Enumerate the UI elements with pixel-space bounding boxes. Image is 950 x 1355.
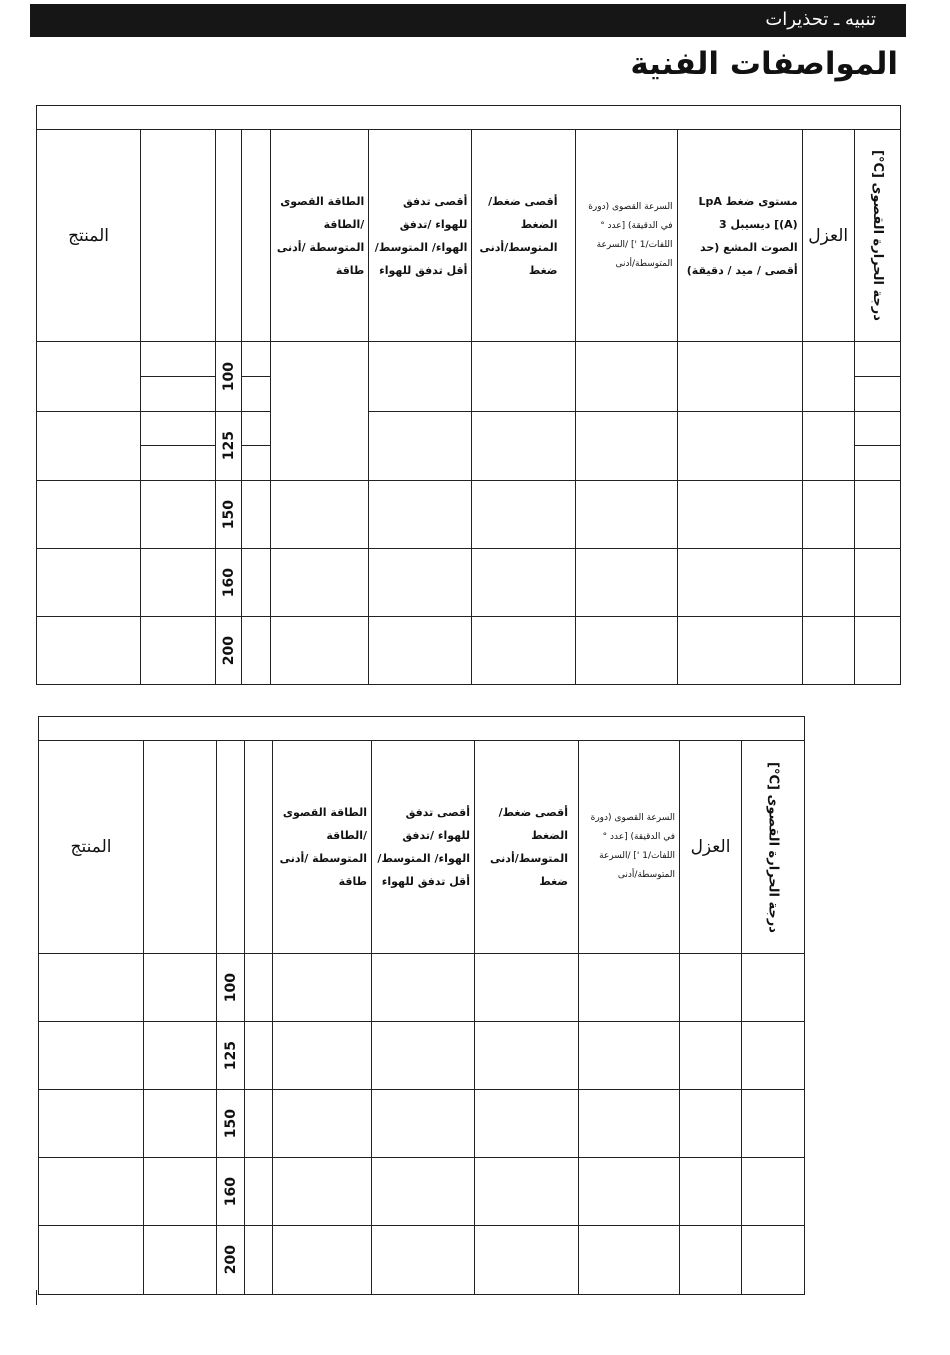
- table-cell: [372, 1022, 475, 1090]
- table-cell: [37, 412, 141, 480]
- table-cell: [576, 616, 677, 684]
- table-cell: [854, 548, 900, 616]
- table-cell: [802, 548, 854, 616]
- table-cell: [39, 1090, 144, 1158]
- size-200: 200: [216, 616, 242, 684]
- header-speed: السرعة القصوى (دورة في الدقيقة) [عدد ° اللفات/1 '] /السرعة المتوسطة/أدنى: [576, 130, 677, 342]
- header-model: [144, 741, 217, 954]
- table-cell: [576, 480, 677, 548]
- table-cell: [854, 445, 900, 480]
- table-cell: [141, 377, 216, 412]
- table-cell: [369, 616, 472, 684]
- table-cell: [576, 412, 677, 480]
- table-cell: [576, 548, 677, 616]
- table-cell: [680, 1158, 742, 1226]
- table-cell: [472, 480, 576, 548]
- table-cell: [141, 548, 216, 616]
- header-size: [217, 741, 245, 954]
- table-cell: [742, 1022, 805, 1090]
- header-temperature: [°C] درجة الحرارة القصوى: [854, 130, 900, 342]
- table-caption-row: [39, 717, 805, 741]
- size-150: 150: [217, 1090, 245, 1158]
- table-cell: [475, 1022, 579, 1090]
- table-cell: [680, 1090, 742, 1158]
- table-cell: [245, 1090, 273, 1158]
- header-product: المنتج: [37, 130, 141, 342]
- table-cell: [854, 342, 900, 377]
- size-100: 100: [217, 954, 245, 1022]
- header-temperature: [°C] درجة الحرارة القصوى: [742, 741, 805, 954]
- table-cell: [742, 1090, 805, 1158]
- size-160: 160: [217, 1158, 245, 1226]
- header-size: [216, 130, 242, 342]
- table-cell: [37, 480, 141, 548]
- table-cell: [242, 412, 271, 445]
- table-cell: [372, 1158, 475, 1226]
- table-cell: [141, 445, 216, 480]
- table-cell: [472, 616, 576, 684]
- table-cell: [854, 412, 900, 445]
- size-125: 125: [217, 1022, 245, 1090]
- specs-table-1: [36, 105, 901, 685]
- table-cell: [144, 1090, 217, 1158]
- table-cell: [273, 1226, 372, 1295]
- table-cell: [680, 954, 742, 1022]
- table-cell: [369, 342, 472, 412]
- table-cell: [802, 412, 854, 480]
- table-cell: [369, 548, 472, 616]
- table-cell: [680, 1022, 742, 1090]
- table-cell: [369, 412, 472, 480]
- table-cell: [245, 1158, 273, 1226]
- table-cell: [144, 954, 217, 1022]
- table-cell: [475, 1226, 579, 1295]
- size-150: 150: [216, 480, 242, 548]
- header-blank: [245, 741, 273, 954]
- header-pressure: أقصى ضغط/الضغط المتوسط/أدنى ضغط: [472, 130, 576, 342]
- table-cell: [576, 342, 677, 412]
- table-cell: [39, 1158, 144, 1226]
- table-cell: [39, 1022, 144, 1090]
- table-cell: [141, 480, 216, 548]
- table-cell: [579, 1226, 680, 1295]
- header-speed: السرعة القصوى (دورة في الدقيقة) [عدد ° اللفات/1 '] /السرعة المتوسطة/أدنى: [579, 741, 680, 954]
- size-125: 125: [216, 412, 242, 480]
- table-cell: [742, 1158, 805, 1226]
- table-cell: [245, 1226, 273, 1295]
- table-cell: [372, 954, 475, 1022]
- table-cell: [141, 616, 216, 684]
- table-cell: [144, 1226, 217, 1295]
- table-cell: [242, 616, 271, 684]
- table-cell: [242, 548, 271, 616]
- section-label: تنبيه ـ تحذيرات: [765, 9, 876, 30]
- table-edge-line: [36, 1290, 37, 1305]
- section-header-bar: [30, 4, 906, 37]
- table-cell: [144, 1158, 217, 1226]
- header-insulation: العزل: [802, 130, 854, 342]
- table-cell: [802, 342, 854, 412]
- table-cell: [475, 1090, 579, 1158]
- table-cell: [579, 1090, 680, 1158]
- table-cell: [273, 1158, 372, 1226]
- size-200: 200: [217, 1226, 245, 1295]
- table-cell: [677, 412, 802, 480]
- table-cell: [369, 480, 472, 548]
- table-cell: [271, 616, 369, 684]
- header-pressure: أقصى ضغط/الضغط المتوسط/أدنى ضغط: [475, 741, 579, 954]
- table-cell: [742, 1226, 805, 1295]
- table-cell: [273, 1090, 372, 1158]
- header-product: المنتج: [39, 741, 144, 954]
- table-cell: [677, 548, 802, 616]
- table-cell: [37, 342, 141, 412]
- header-airflow: أقصى تدفق للهواء /تدفق الهواء/ المتوسط/أقل تدفق للهواء: [372, 741, 475, 954]
- size-160: 160: [216, 548, 242, 616]
- table-cell: [242, 480, 271, 548]
- table-cell: [245, 1022, 273, 1090]
- table-caption-row: [37, 106, 901, 130]
- table-cell: [854, 616, 900, 684]
- table-cell: [39, 954, 144, 1022]
- table-cell: [854, 377, 900, 412]
- table-cell: [475, 1158, 579, 1226]
- table-cell: [245, 954, 273, 1022]
- table-cell: [677, 616, 802, 684]
- header-power: الطاقة القصوى /الطاقة المتوسطة /أدنى طاقة: [271, 130, 369, 342]
- header-sound: مستوى ضغط LpA [(A) ديسيبل 3 الصوت المشع (حد أقصى / ميد / دقيقة): [677, 130, 802, 342]
- table-cell: [273, 1022, 372, 1090]
- header-airflow: أقصى تدفق للهواء /تدفق الهواء/ المتوسط/أقل تدفق للهواء: [369, 130, 472, 342]
- table-cell: [802, 480, 854, 548]
- table-cell: [39, 1226, 144, 1295]
- page-title: المواصفات الفنية: [630, 46, 898, 82]
- table-cell: [141, 412, 216, 445]
- table-cell: [680, 1226, 742, 1295]
- table-cell: [475, 954, 579, 1022]
- table-cell: [802, 616, 854, 684]
- header-insulation: العزل: [680, 741, 742, 954]
- table-cell: [271, 342, 369, 480]
- table-cell: [677, 480, 802, 548]
- table-cell: [854, 480, 900, 548]
- table-cell: [472, 548, 576, 616]
- table-cell: [372, 1090, 475, 1158]
- table-cell: [37, 616, 141, 684]
- table-cell: [271, 480, 369, 548]
- table-cell: [141, 342, 216, 377]
- table-cell: [579, 1158, 680, 1226]
- table-cell: [372, 1226, 475, 1295]
- header-power: الطاقة القصوى /الطاقة المتوسطة /أدنى طاقة: [273, 741, 372, 954]
- table-cell: [579, 1022, 680, 1090]
- table-cell: [242, 445, 271, 480]
- table-cell: [579, 954, 680, 1022]
- table-cell: [242, 377, 271, 412]
- size-100: 100: [216, 342, 242, 412]
- table-cell: [144, 1022, 217, 1090]
- table-cell: [742, 954, 805, 1022]
- header-blank: [242, 130, 271, 342]
- table-cell: [472, 412, 576, 480]
- table-cell: [677, 342, 802, 412]
- table-cell: [273, 954, 372, 1022]
- table-cell: [37, 548, 141, 616]
- header-model: [141, 130, 216, 342]
- specs-table-2: [38, 716, 805, 1295]
- table-cell: [242, 342, 271, 377]
- table-cell: [271, 548, 369, 616]
- table-cell: [472, 342, 576, 412]
